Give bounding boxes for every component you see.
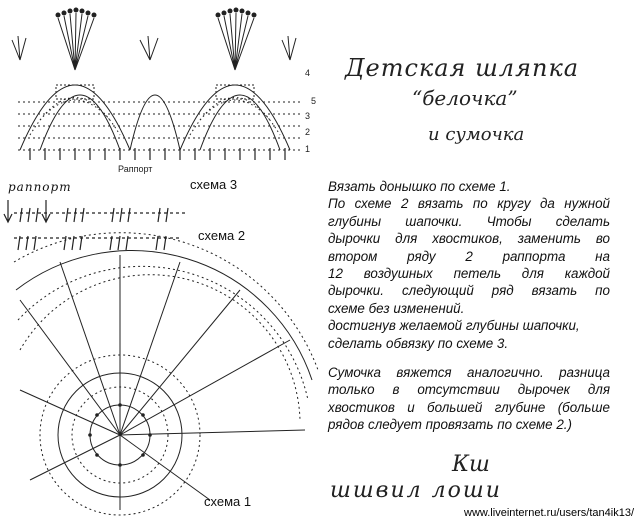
instruction-line: 12 воздушных петель для каждой [328, 266, 610, 282]
instruction-line: сделать обвязку по схеме 3. [328, 335, 509, 351]
instruction-line: глубины шапочки. Чтобы сделать [328, 213, 610, 229]
row-number-4: 4 [305, 68, 311, 78]
instruction-line: втором ряду 2 раппорта на [328, 248, 610, 264]
bag-instructions-block [328, 364, 610, 434]
row-number-1: 1 [305, 144, 311, 154]
instructions-block [328, 178, 610, 352]
instruction-line: Вязать донышко по схеме 1. [328, 179, 511, 194]
row-number-3: 3 [305, 111, 311, 121]
schema2-chart [4, 200, 185, 250]
row-number-2: 2 [305, 127, 311, 137]
instruction-line: достигнув желаемой глубины шапочки, [328, 318, 580, 334]
schema1-label: схема 1 [204, 494, 252, 509]
raport-label: Раппорт [118, 164, 153, 174]
instruction-line: дырочки для хвостиков, заменить во [328, 231, 610, 247]
bag-instruction-line: Сумочка вяжется аналогично. разница [328, 365, 610, 380]
title-line-2: “белочка” [412, 86, 518, 110]
bag-instruction-line: хвостиков и большей глубине (больше [328, 399, 610, 415]
signature-line-1: Кш [452, 452, 490, 477]
row-number-5: 5 [311, 96, 317, 106]
schema3-label: схема 3 [190, 177, 238, 192]
bag-instruction-line: только в отсутствии дырочек для [328, 382, 610, 398]
schema1-chart [14, 233, 318, 515]
bag-instruction-line: рядов следует провязать по схеме 2.) [328, 417, 572, 433]
title-line-1: Детская шляпка [345, 54, 580, 82]
schema3-chart [12, 8, 300, 161]
instruction-line: По схеме 2 вязать по кругу да нужной [328, 196, 610, 212]
instruction-line: схеме без изменений. [328, 300, 465, 316]
raport-script-label: раппорт [8, 180, 72, 194]
instruction-line: дырочки. следующий ряд вязать по [328, 283, 610, 299]
title-line-3: и сумочка [428, 124, 525, 145]
signature-line-2: шшвил лоши [330, 478, 502, 503]
schema2-label: схема 2 [198, 228, 246, 243]
watermark-url: www.liveinternet.ru/users/tan4ik13/ [464, 507, 634, 519]
